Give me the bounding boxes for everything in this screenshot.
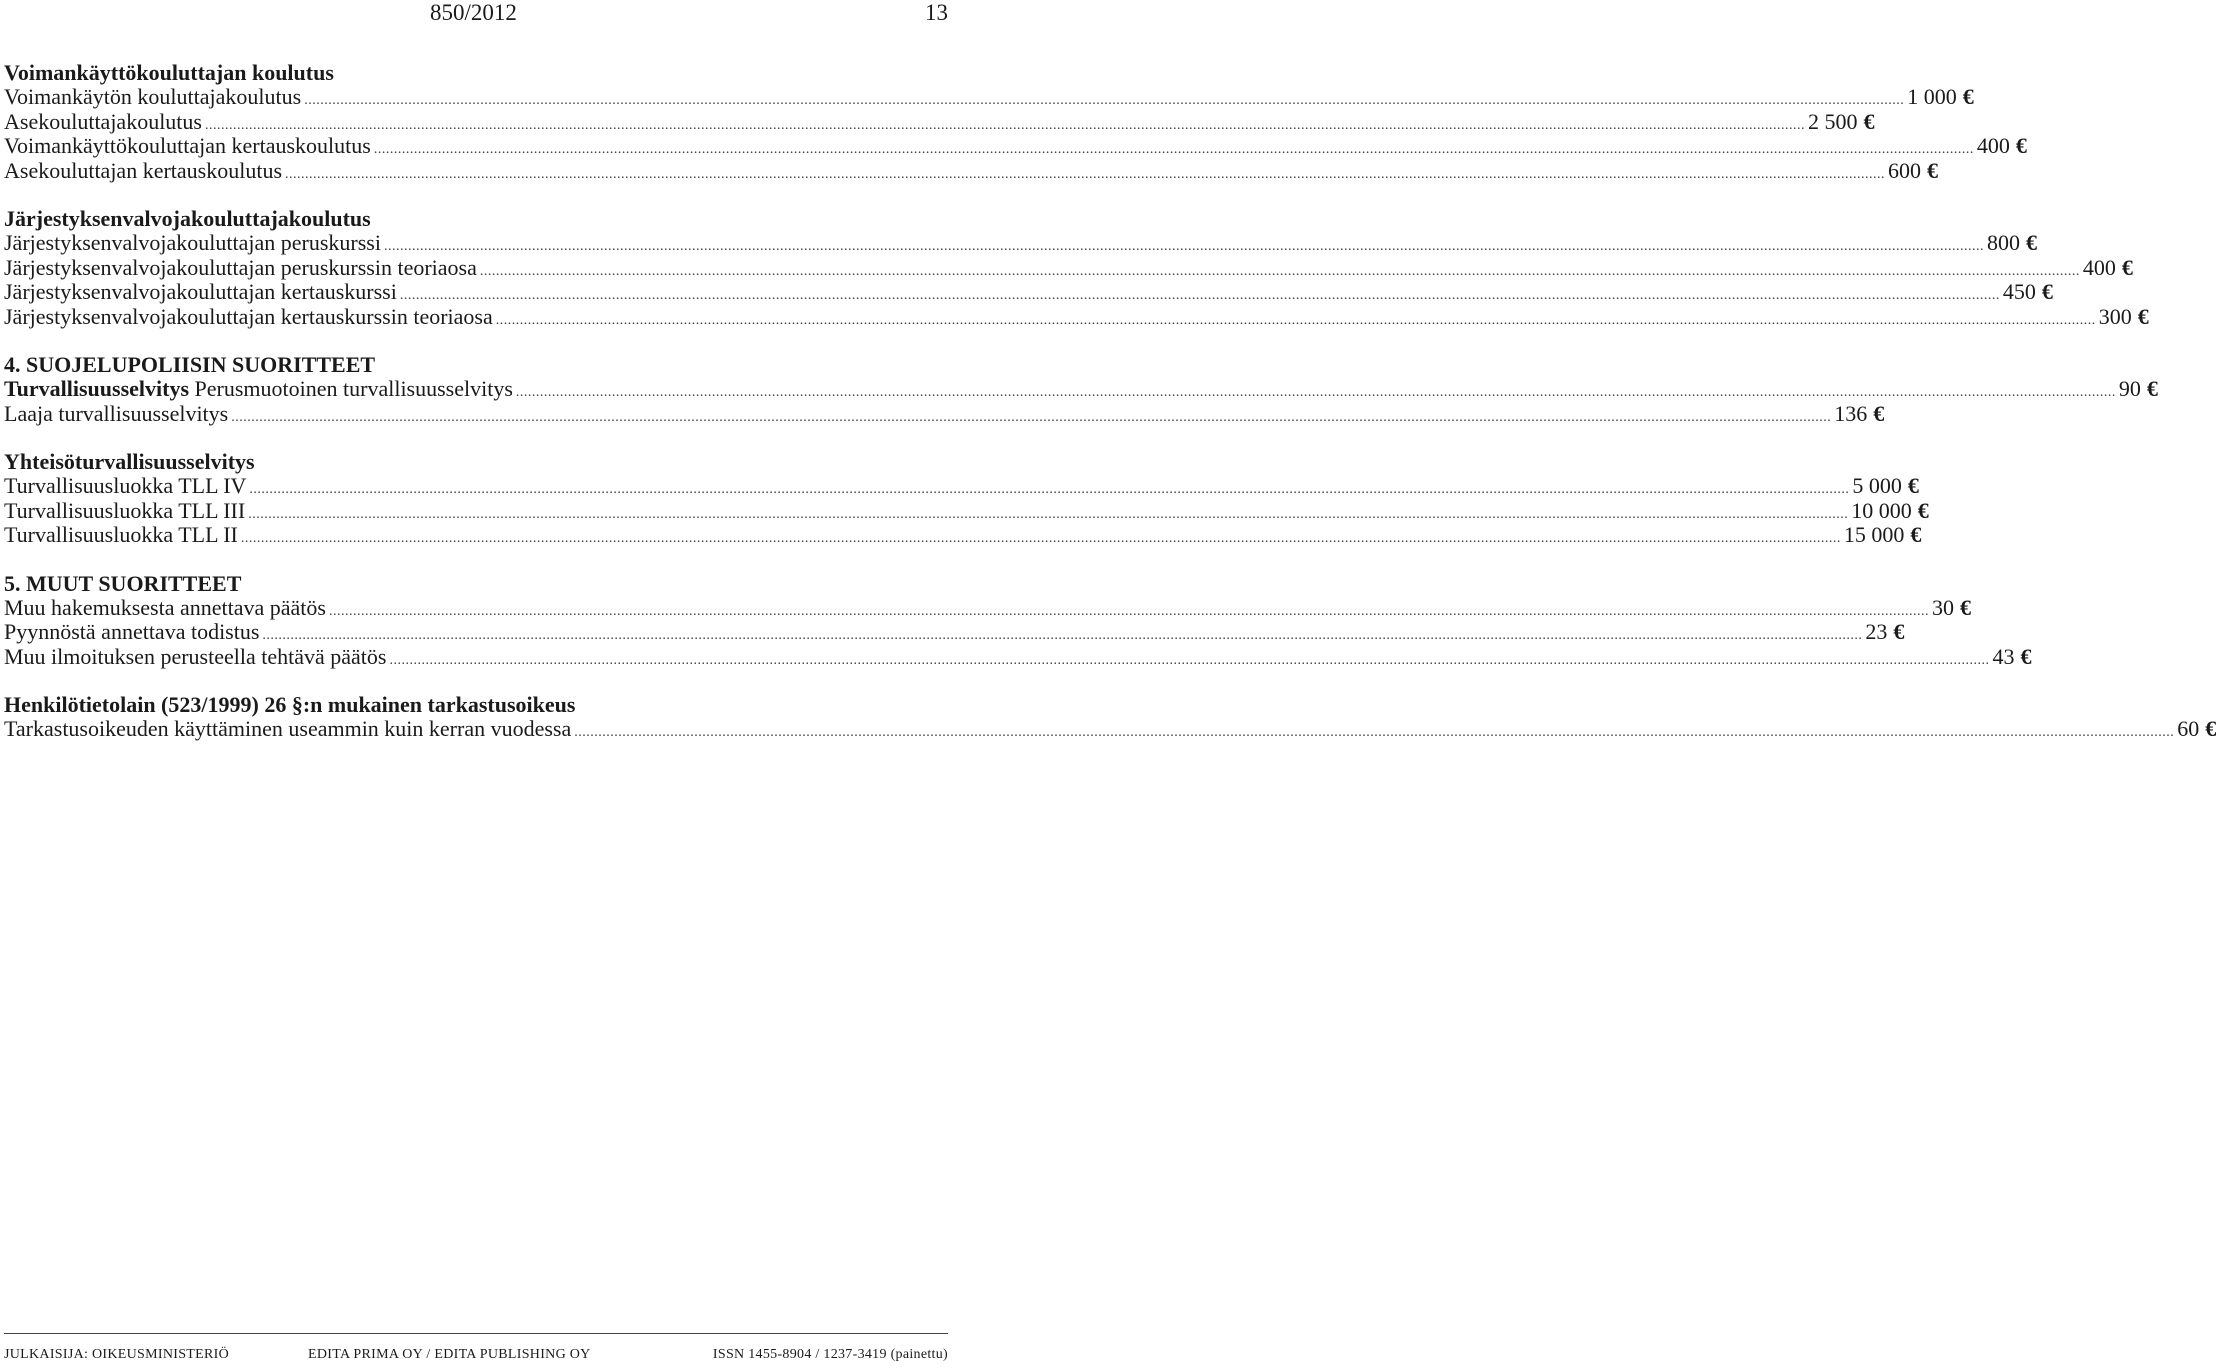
fee-row xyxy=(4,522,1922,548)
fee-label: Voimankäyttökouluttajan kertauskoulutus xyxy=(4,133,371,158)
fee-label: Muu hakemuksesta annettava päätös xyxy=(4,594,326,620)
euro-symbol: € xyxy=(2025,230,2037,255)
dot-leader: ................................................................................................................................................................................................................................................................................................................................................................................................................ xyxy=(515,385,2116,400)
footer-publisher: JULKAISIJA: OIKEUSMINISTERIÖ xyxy=(4,1347,230,1362)
euro-symbol: € xyxy=(2121,254,2133,280)
dot-leader: ................................................................................................................................................................................................................................................................................................................................................................................................................ xyxy=(231,409,1832,425)
euro-symbol: € xyxy=(1927,157,1939,183)
dot-leader: ................................................................................................................................................................................................................................................................................................................................................................................................................ xyxy=(383,239,1984,254)
fee-amount: 60 xyxy=(2177,716,2200,741)
fee-label: Turvallisuusluokka TLL III xyxy=(4,497,246,523)
dot-leader: ................................................................................................................................................................................................................................................................................................................................................................................................................ xyxy=(373,142,1974,157)
fee-label xyxy=(4,377,513,402)
document-number: 850/2012 xyxy=(430,0,517,25)
euro-symbol: € xyxy=(2137,303,2149,329)
fee-amount: 15 000 xyxy=(1843,522,1905,547)
fee-row xyxy=(4,230,2037,256)
fee-section xyxy=(4,449,1929,548)
fee-label: Laaja turvallisuusselvitys xyxy=(4,400,229,426)
fee-label: Turvallisuusluokka TLL II xyxy=(4,522,238,547)
dot-leader: ................................................................................................................................................................................................................................................................................................................................................................................................................ xyxy=(262,628,1863,643)
fee-label: Pyynnöstä annettava todistus xyxy=(4,619,260,644)
euro-symbol: € xyxy=(1917,497,1929,523)
fee-label-text: Perusmuotoinen turvallisuusselvitys xyxy=(189,376,513,401)
fee-amount: 23 xyxy=(1865,619,1888,644)
fee-section xyxy=(4,60,2027,183)
fee-section xyxy=(4,692,2217,742)
fee-section xyxy=(4,352,2158,426)
fee-row xyxy=(4,473,1919,499)
dot-leader: ................................................................................................................................................................................................................................................................................................................................................................................................................ xyxy=(285,166,1886,182)
fee-amount: 800 xyxy=(1986,230,2020,255)
fee-row xyxy=(4,84,1974,110)
fee-amount: 1 000 xyxy=(1907,84,1957,109)
footer-divider xyxy=(4,1333,948,1334)
fee-amount: 10 000 xyxy=(1851,497,1912,523)
fee-row xyxy=(4,376,2158,402)
fee-amount: 5 000 xyxy=(1852,473,1902,498)
footer-printer: EDITA PRIMA OY / EDITA PUBLISHING OY xyxy=(308,1347,591,1362)
fee-label: Järjestyksenvalvojakouluttajan kertauskurssin teoriaosa xyxy=(4,303,493,329)
fee-label: Asekouluttajakoulutus xyxy=(4,108,202,134)
fee-label: Turvallisuusluokka TLL IV xyxy=(4,473,247,498)
euro-symbol: € xyxy=(1962,84,1974,109)
fee-amount: 300 xyxy=(2098,303,2132,329)
fee-label-bold-prefix: Turvallisuusselvitys xyxy=(4,376,190,401)
fee-amount: 2 500 xyxy=(1807,108,1858,134)
fee-amount: 90 xyxy=(2118,376,2141,401)
dot-leader: ................................................................................................................................................................................................................................................................................................................................................................................................................ xyxy=(248,506,1849,522)
fee-row xyxy=(4,643,2032,670)
section-heading: Yhteisöturvallisuusselvitys xyxy=(4,449,255,474)
fee-section xyxy=(4,570,2032,670)
dot-leader: ................................................................................................................................................................................................................................................................................................................................................................................................................ xyxy=(495,312,2096,328)
fee-row xyxy=(4,497,1929,524)
euro-symbol: € xyxy=(1863,108,1875,134)
fee-row xyxy=(4,133,2027,159)
page-number: 13 xyxy=(925,0,948,25)
euro-symbol: € xyxy=(2146,376,2158,401)
euro-symbol: € xyxy=(2020,643,2032,669)
fee-amount: 450 xyxy=(2002,279,2036,304)
page-footer xyxy=(0,1333,960,1370)
fee-row xyxy=(4,400,1885,427)
section-heading: 4. SUOJELUPOLIISIN SUORITTEET xyxy=(4,352,376,377)
dot-leader: ................................................................................................................................................................................................................................................................................................................................................................................................................ xyxy=(304,93,1905,108)
euro-symbol: € xyxy=(2205,716,2217,741)
euro-symbol: € xyxy=(1907,473,1919,498)
fee-section xyxy=(4,206,2149,329)
fee-amount: 30 xyxy=(1931,594,1954,620)
dot-leader: ................................................................................................................................................................................................................................................................................................................................................................................................................ xyxy=(249,482,1850,497)
fee-amount: 43 xyxy=(1992,643,2015,669)
fee-row xyxy=(4,157,1939,184)
dot-leader: ................................................................................................................................................................................................................................................................................................................................................................................................................ xyxy=(479,263,2080,279)
euro-symbol: € xyxy=(1873,400,1885,426)
fee-row xyxy=(4,254,2133,281)
section-heading: Järjestyksenvalvojakouluttajakoulutus xyxy=(4,206,371,231)
section-heading: 5. MUUT SUORITTEET xyxy=(4,570,242,596)
fee-amount: 400 xyxy=(2082,254,2116,280)
fee-label: Muu ilmoituksen perusteella tehtävä päätös xyxy=(4,643,387,669)
dot-leader: ................................................................................................................................................................................................................................................................................................................................................................................................................ xyxy=(399,288,2000,303)
fee-row xyxy=(4,619,1905,645)
fee-amount: 400 xyxy=(1976,133,2010,158)
dot-leader: ................................................................................................................................................................................................................................................................................................................................................................................................................ xyxy=(204,117,1805,133)
page-header xyxy=(0,0,960,30)
fee-label: Järjestyksenvalvojakouluttajan peruskurssin teoriaosa xyxy=(4,254,477,280)
footer-issn: ISSN 1455-8904 / 1237-3419 (painettu) xyxy=(712,1347,948,1362)
euro-symbol: € xyxy=(1893,619,1905,644)
section-heading: Voimankäyttökouluttajan koulutus xyxy=(4,60,334,85)
euro-symbol: € xyxy=(2015,133,2027,158)
fee-label: Tarkastusoikeuden käyttäminen useammin kuin kerran vuodessa xyxy=(4,716,572,741)
fee-row xyxy=(4,716,2217,742)
euro-symbol: € xyxy=(1959,594,1971,620)
fee-row xyxy=(4,108,1875,135)
fee-row xyxy=(4,594,1971,621)
fee-label: Järjestyksenvalvojakouluttajan kertauskurssi xyxy=(4,279,397,304)
section-heading: Henkilötietolain (523/1999) 26 §:n mukainen tarkastusoikeus xyxy=(4,692,576,717)
fee-label: Voimankäytön kouluttajakoulutus xyxy=(4,84,302,109)
fee-label: Järjestyksenvalvojakouluttajan peruskurssi xyxy=(4,230,381,255)
fee-label: Asekouluttajan kertauskoulutus xyxy=(4,157,283,183)
dot-leader: ................................................................................................................................................................................................................................................................................................................................................................................................................ xyxy=(328,603,1929,619)
dot-leader: ................................................................................................................................................................................................................................................................................................................................................................................................................ xyxy=(389,652,1990,668)
dot-leader: ................................................................................................................................................................................................................................................................................................................................................................................................................ xyxy=(240,531,1841,546)
fee-amount: 600 xyxy=(1888,157,1922,183)
euro-symbol: € xyxy=(1910,522,1922,547)
dot-leader: ................................................................................................................................................................................................................................................................................................................................................................................................................ xyxy=(574,725,2175,740)
euro-symbol: € xyxy=(2041,279,2053,304)
fee-row xyxy=(4,303,2149,330)
fee-amount: 136 xyxy=(1834,400,1868,426)
fee-row xyxy=(4,279,2053,305)
fee-list xyxy=(4,60,2217,766)
